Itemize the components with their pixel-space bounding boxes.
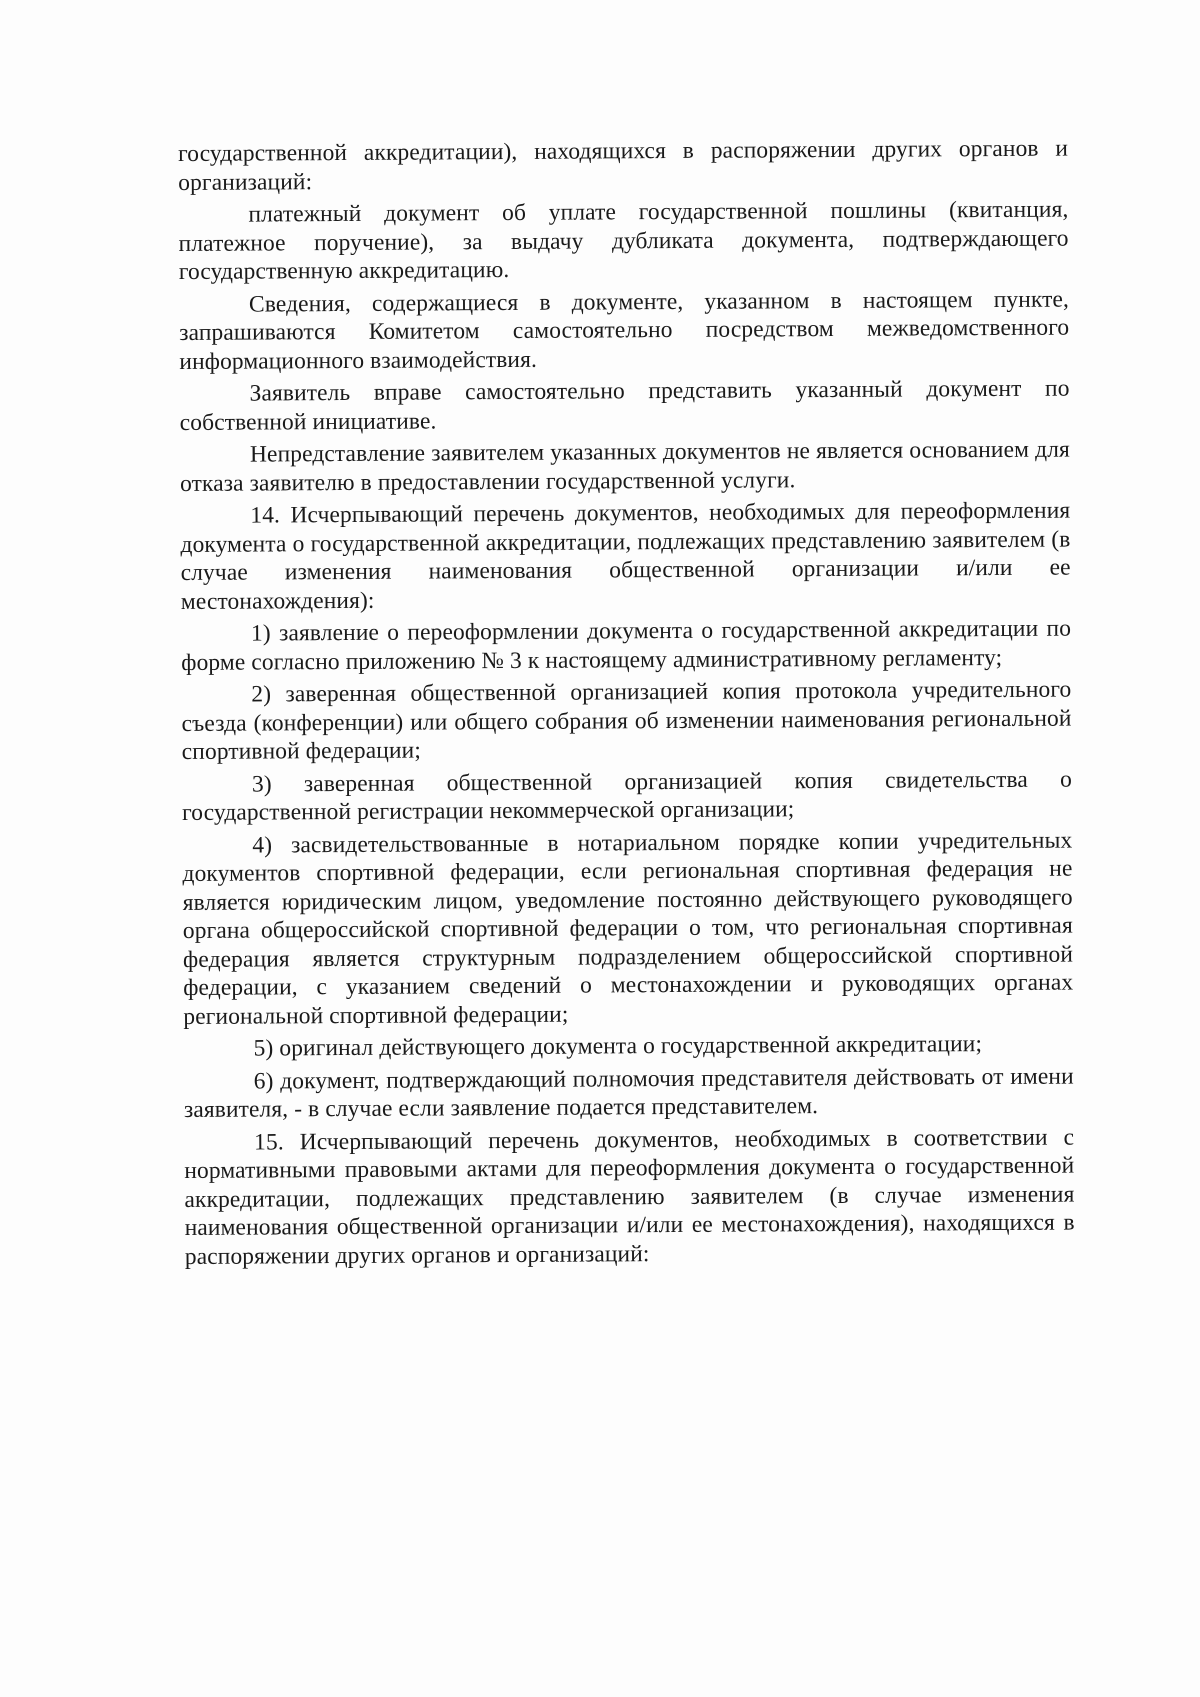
paragraph-item-14: 14. Исчерпывающий перечень документов, необходимых для переоформления документа о государственной аккредитации, подлежащих представлению заявителем (в случае изменения наименования общественной организации и/или ее местонахождения): bbox=[180, 497, 1071, 615]
paragraph-interagency-request: Сведения, содержащиеся в документе, указанном в настоящем пункте, запрашиваются Комитетом самостоятельно посредством межведомственного информационного взаимодействия. bbox=[179, 286, 1070, 375]
list-item-5: 5) оригинал действующего документа о государственной аккредитации; bbox=[253, 1031, 983, 1062]
list-item-2: 2) заверенная общественной организацией копия протокола учредительного съезда (конференции) или общего собрания об изменении наименования региональной спортивной федерации; bbox=[181, 676, 1072, 765]
paragraph-applicant-right: Заявитель вправе самостоятельно представить указанный документ по собственной инициативе. bbox=[179, 375, 1070, 436]
list-item-4: 4) засвидетельствованные в нотариальном порядке копии учредительных документов спортивной федерации, если региональная спортивная федерация не является юридическим лицом, уведомление постоянно действующего руководящего органа общероссийской спортивной федерации о том, что региональная спортивная федерация является структурным подразделением общероссийской спортивной федерации, с указанием сведений о местонахождении и руководящих органах региональной спортивной федерации; bbox=[182, 827, 1074, 1030]
list-item-6: 6) документ, подтверждающий полномочия представителя действовать от имени заявителя, - в случае если заявление подается представителем. bbox=[183, 1063, 1074, 1123]
list-item-3: 3) заверенная общественной организацией копия свидетельства о государственной регистрации некоммерческой организации; bbox=[182, 766, 1072, 826]
paragraph-item-15: 15. Исчерпывающий перечень документов, необходимых в соответствии с нормативными правовыми актами для переоформления документа о государственной аккредитации, подлежащих представлению заявителем (в случае изменения наименования общественной организации и/или ее местонахождения), находящихся в распоряжении других органов и организаций: bbox=[184, 1124, 1075, 1270]
paragraph-payment-document: платежный документ об уплате государственной пошлины (квитанция, платежное поручение), за выдачу дубликата документа, подтверждающего государственную аккредитацию. bbox=[178, 196, 1069, 285]
document-body bbox=[178, 135, 1075, 1275]
paragraph-continuation: государственной аккредитации), находящихся в распоряжении других органов и организаций: bbox=[178, 135, 1069, 196]
paragraph-non-submission: Непредставление заявителем указанных документов не является основанием для отказа заявителю в предоставлении государственной услуги. bbox=[180, 436, 1070, 497]
list-item-1: 1) заявление о переоформлении документа о государственной аккредитации по форме согласно приложению № 3 к настоящему административному регламенту; bbox=[181, 615, 1072, 676]
